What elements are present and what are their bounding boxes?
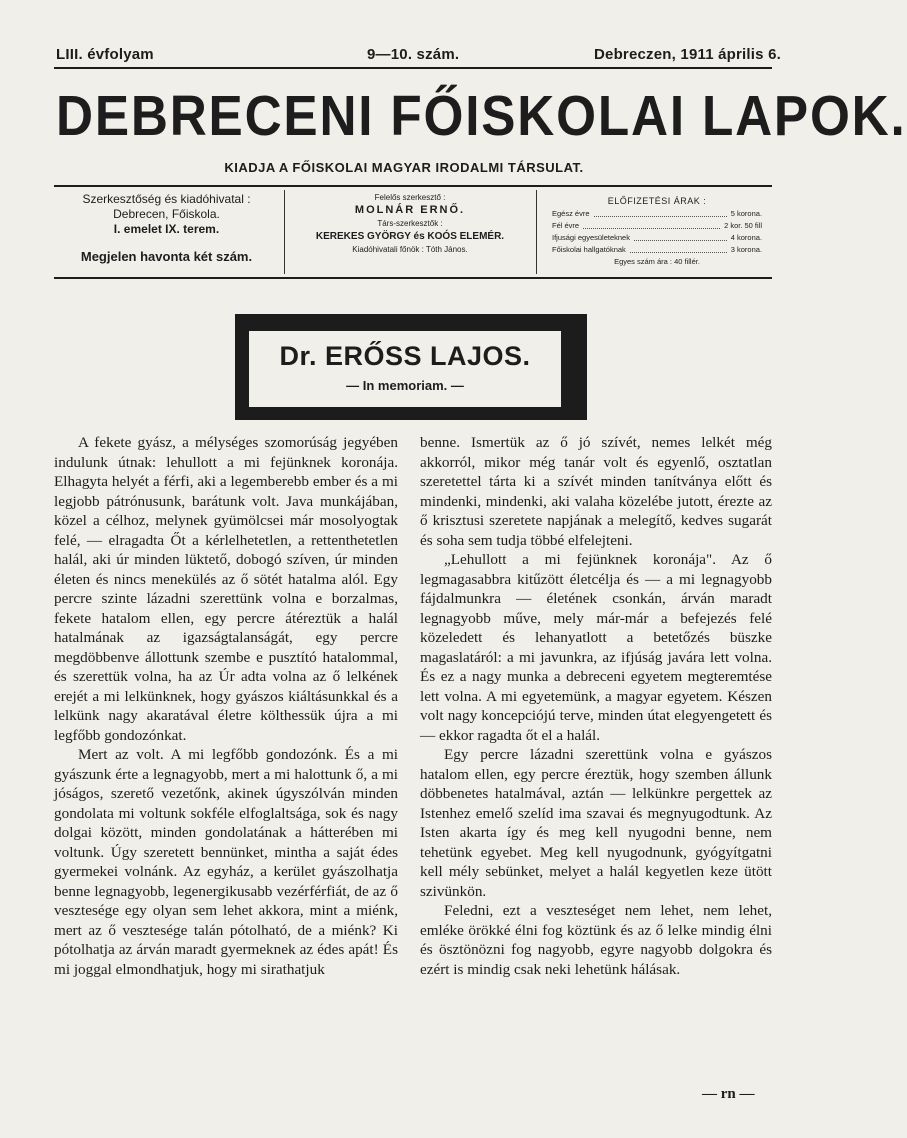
memorial-subtitle: — In memoriam. — <box>346 378 464 393</box>
subscription-prices <box>552 195 762 268</box>
author-signature: — rn — <box>702 1086 755 1102</box>
issue-number: 9—10. szám. <box>367 46 460 63</box>
top-rule <box>54 67 772 69</box>
publication-frequency: Megjelen havonta két szám. <box>80 249 253 264</box>
paragraph: „Lehullott a mi fejünknek koronája". Az ő legmagasabbra kitűzött életcélja és — a mi legnagyobb fájdalmunkra — életének csonkán, árván maradt legnagyobb műve, mely már-már a befejezés felé közeledett és lehanyatlott a betetőzés büszke magaslatáról: a mi javunkra, az ifjúság javára lett volna. És ez a nagy munka a debreceni egyetem megteremtése lett volna. A mi egyetemünk, a magyar egyetem. Készen volt nagy koncepciójú terve, minden útat elegyengetett és — ekkor ragadta őt el a halál. <box>420 551 772 744</box>
editorial-office <box>54 192 279 264</box>
price-row: Főiskolai hallgatóknak 3 korona. <box>552 245 762 254</box>
price-row: Ifjusági egyesületeknek 4 korona. <box>552 233 762 242</box>
office-room: I. emelet IX. terem. <box>113 222 220 236</box>
chief-editor-label: Felelős szerkesztő : <box>374 193 446 202</box>
co-editors-names: KEREKES GYÖRGY és KOÓS ELEMÉR. <box>315 231 505 242</box>
paragraph: Egy percre lázadni szerettünk volna e gyászos hatalom ellen, egy percre éreztük, hogy szemben állunk döbbenetes hatalmával, aztán — lelkünkre pergettek az Istenhez emelő szelíd ima szavai és megnyugodtunk. Az Isten akarta így és meg kell nyugodni benne, nem tehetünk egyebet. Meg kell nyugodnunk, gyógyítgatni kell mély sebünket, melyet a halál kegyetlen keze ütött szivünkön. <box>420 746 772 900</box>
place-date: Debreczen, 1911 április 6. <box>594 46 781 63</box>
office-head: Kiadóhivatali főnök : Tóth János. <box>352 245 468 254</box>
editors-block <box>289 192 531 255</box>
office-label: Szerkesztőség és kiadóhivatal : <box>82 192 251 206</box>
info-bottom-rule <box>54 277 772 279</box>
paragraph: A fekete gyász, a mélységes szomorúság jegyében indulunk útnak: lehullott a mi fejünknek koronája. Elhagyta helyét a férfi, aki a legemberebb ember és a mi legjobb pátrónusunk, barátunk volt. Java munkájában, közel a célhoz, melynek gyümölcsei már mosolyogtak felé, — elragadta Őt a kérlelhetetlen, a rettenthetetlen halál, aki úr minden lüktető, dobogó szíven, úr minden életen és nincs menekülés az ő sötét hatalma alól. Egy percre szinte lázadni szerettünk volna e borzalmas, fekete hatalom ellen, egy percre átéreztük a halál hatalmának az igazságtalanságát, egy percre megdöbbenve állottunk szembe e pusztító hatalommal, és szerettük volna, ha az Úr adta volna az ő lelkének erejét a mi lelkünknek, hogy gyászos kiáltásunkkal és a lelkünk nagy akaratával életre költhessük újra a mi legfőbb gondozónkat. <box>54 434 398 744</box>
single-issue-price: Egyes szám ára : 40 fillér. <box>614 257 700 266</box>
memorial-box <box>235 314 587 420</box>
price-row: Egész évre 5 korona. <box>552 209 762 218</box>
volume-label: LIII. évfolyam <box>56 46 154 63</box>
info-top-rule <box>54 185 772 187</box>
masthead-title: DEBRECENI FŐISKOLAI LAPOK. <box>56 84 907 148</box>
chief-editor-name: MOLNÁR ERNŐ. <box>354 204 466 216</box>
co-editors-label: Társ-szerkesztők : <box>377 219 443 228</box>
office-address: Debrecen, Főiskola. <box>113 207 220 221</box>
subscription-title: ELŐFIZETÉSI ÁRAK : <box>607 196 707 206</box>
publisher-line: KIADJA A FŐISKOLAI MAGYAR IRODALMI TÁRSULAT. <box>224 160 584 175</box>
article-left-column <box>54 433 398 979</box>
column-divider <box>536 190 537 274</box>
memorial-title: Dr. ERŐSS LAJOS. <box>279 341 531 371</box>
paragraph: benne. Ismertük az ő jó szívét, nemes lelkét még akkorról, mikor még tanár volt és egyenlő, osztatlan szeretettel tárta ki a szívét minden tanítványa előtt és mindenki, mindenki, aki valaha közelébe jutott, érezte az ő krisztusi szeretete napjának a melegítő, kedves sugarát és soha sem tudja többé elfelejteni. <box>420 434 772 549</box>
paragraph: Feledni, ezt a veszteséget nem lehet, nem lehet, emléke örökké élni fog köztünk és az ő lelke mindig élni és ösztönözni fog nagyobb, egyre nagyobb dolgokra és ezért is mindig csak neki lehetünk hálásak. <box>420 902 772 978</box>
article-right-column <box>420 433 772 979</box>
column-divider <box>284 190 285 274</box>
paragraph: Mert az volt. A mi legfőbb gondozónk. És a mi gyászunk érte a legnagyobb, mert a mi halottunk ő, a mi jóságos, szerető vezetőnk, akinek úgyszólván minden gondolata mi voltunk sokféle elfoglaltsága, sok és nagy dolgai között, minden gondolatának a hátterében mi voltunk. Úgy szeretett bennünket, mintha a saját édes gyermekei volnánk. Az egyház, a kerület gyászolhatja benne legnagyobb, legenergikusabb vezérférfiát, de az ő vesztesége egy olyan sem lehet akkora, mint a miénk, mert az ő vesztesége talán pótolható, de a miénk? Ki pótolhatja az árván maradt gyermeknek az édes apát! És mi joggal elmondhatjuk, hogy mi sirathatjuk <box>54 746 398 978</box>
memorial-box-inner <box>249 331 561 407</box>
price-row: Fél évre 2 kor. 50 fill <box>552 221 762 230</box>
